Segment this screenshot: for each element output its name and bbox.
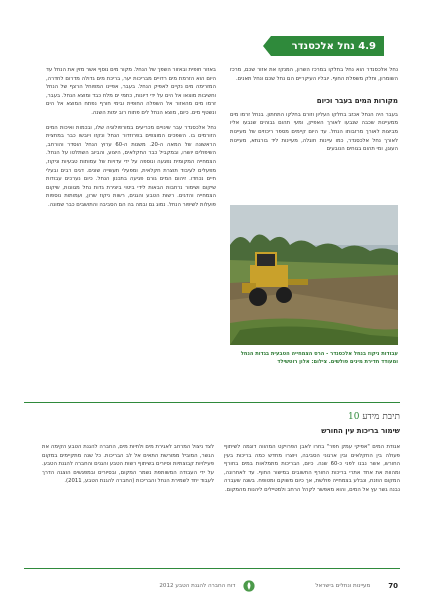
info-box-number: 10 [348, 412, 360, 422]
info-box-subheading: שימור בריכות עין החורש [321, 427, 400, 435]
spni-logo-icon [243, 580, 255, 592]
page-footer [24, 578, 398, 594]
chapter-title: 4.9 נחל אלכסנדר [291, 40, 376, 52]
intro-paragraph: נחל אלכסנדר הוא נחל בחלקו במרכז השרון, המנקז את אזור שכם, מרכז השומרון, וחלק משפלת החוף. יובליו העיקריים הם נחל שכם ונחל תאנים. [230, 67, 398, 82]
footer-book-title: מעיינות ונחלים בישראל [315, 583, 371, 589]
section-subheading: מקורות המים בעבר וכיום [316, 97, 398, 106]
chapter-header [271, 36, 384, 56]
footer-report-title: דוח החברה להגנת הטבע 2012 [159, 583, 236, 589]
info-box-title [348, 411, 400, 422]
info-box-col-left: לצד ניצול המרחב לאגירת מים ולחיות מים, החברה להגנת הטבע הקימה את הגשר, המוביל ממורשת התאים אל לב הבריכות. כל שנה מתקיימים במקום פעילויות קבוצתיות וסיורים בשיתוף רשות הטבע והגנים והחברה להגנת הטבע. על ידי העבודה המשותפת נשמר המקום, ובסיורים ובמפגשים הוצגה הדרך לעבוד יחד לשמירת הנחל והבריכות (החברה להגנת הטבע, 2011). [42, 444, 214, 485]
river-photo [230, 205, 398, 345]
left-paragraph-2: נחל אלכסנדר עבר שינויים מכריעים במורפולוגיה שלו, ובכמות ואיכות המים הזורמים בו. השפכים המוצפים בפרוזדור הנחל ונקזו ויובשו כבר במחצית הראשונה של המאה ה-20. משנות ה-60 ערוץ הנחל הוסדר והורחב, השיפולים יושרו, ובמקביל כבר החקלאים, היצוע, והביוב השתלטו על הנחל. הצמחייה המקומית נפגעה ונוספה על ידי עדויות של עמותות טבעיות וניקוז, מפעלים לעיבוד תוצרת חקלאית, ומפעלי תעשייה שונים. דגים רבים ובעלי חיים נכחדו. זיהום המים גורם פגיעה בתכנון הנחל. כיום נערכים עבודות שיקום ושימור נרחבות הבאות לידי ביטוי ביצירת גדות נחל מגוונות, שיקום הצמחייה והדגים. רשות הטבע והגנים, רשות ניקוז שרון, ועמותות נוספות פועלות לשיפור הנחל. נמוג גם ובמה בה הם הסביבה והתושבים כבר שמונה. [46, 124, 217, 208]
info-box-label: תיבת מידע [362, 412, 400, 422]
bulldozer-river-image [230, 205, 398, 345]
photo-caption: עבודות ניקוז בנחל אלכסנדר - הרס הצמחייה הטבעית בגדות הנחל ומעודד חדירת מינים פולשים. צילום: אלון רוטשילד [240, 351, 398, 365]
right-column [230, 66, 398, 160]
info-box [24, 402, 400, 569]
left-paragraph-1: באזור חופית ובאזור השפך של הנחל. מקור מים נוסף אשר מזין את הנחל עד היום הוא הזרמת מים רדויים מבריכות יער, בריכת מים גדולה מדרום לחדרה, המזרימה מים נקיים לאפיק הנחל. בעבר, אפיינו המפוחל הרצף של הנחל וחשיבות מוצאו אל הים על ידי דיונות, כתמי ים מלח כבד ומוצא הנחל. בעבר, זרמו מים מהאזור אל השפלה החופית ובימי חורף נפתח המוצא אל הים ונשטף מים. כיום, מוצא הנחל לים פתוח רוב ימות השנה. [46, 67, 216, 116]
page-number: 70 [388, 582, 398, 590]
left-column [46, 66, 216, 216]
info-box-col-right: אגודת המים "אפיקי עמק חפר" בחרו לאבן הפרויקט המהווה דוגמה לשיתוף פעולה בין החקלאים ובין ארגוני הסביבה, ויוצרו מחדש כמה בריכות בעין החורש, אשר נבנו לפני כ-60 שנה. כיום, הבריכות מתמלאות במים בחורף ומהוות את אחד אתרי בריכות החורף החשובים במישור החוף. עד לאחרונה, המקום הוזנח, ונבלע בצמחייה פולשת, אך כיום משוקם ומטופח. בשנה שעברה נבנה גשר עץ אל המים, והוא מאפשר לקהל הרחב ולמטיילים ליהנות מהמקום. [224, 444, 400, 493]
sources-paragraph: בעבר היה הנחל אכזב בחלקו העליון וזורם בחלקו התחתון. בנחל זרמו מים ממעיינות שכבה שנבעו לאורך האפיק, ומעי תהום גבוהים שנבעו אליו מביצות לאורך מרזבותו הנחל. עד היום קיימים מספר ריכוזים של מעיינות לאורך נחל אלכסנדר, כמו עיינות חוגלה, מעיינות ליד בורגתא, מעיינות העוגן, ומי תהום בגוחים הנובעים [230, 111, 398, 153]
info-box-bottom-rule [24, 568, 400, 569]
